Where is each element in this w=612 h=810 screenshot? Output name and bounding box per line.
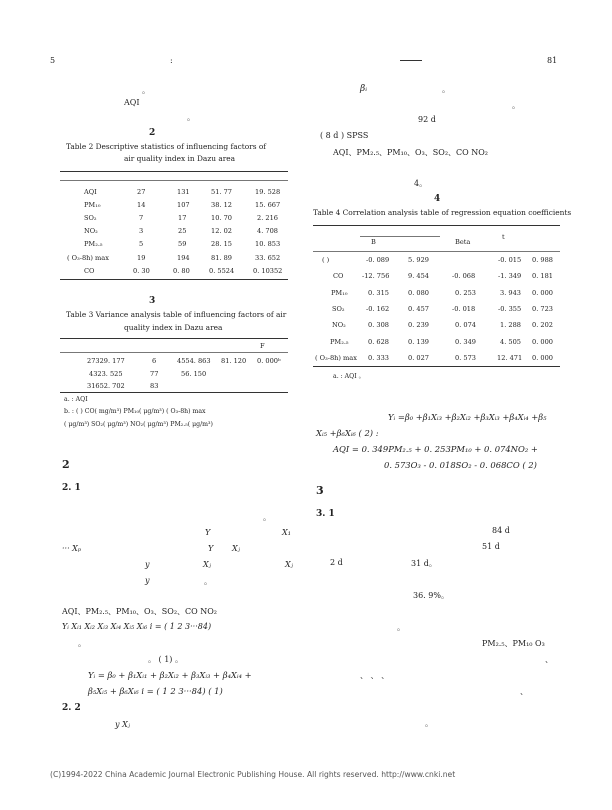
table4-cell: 5. 929 — [408, 256, 429, 264]
table4-cell: 0. 628 — [368, 338, 389, 346]
table2-top-rule — [60, 171, 288, 172]
header-dash — [400, 60, 422, 61]
spss-line: ( 8 d ) SPSS — [320, 131, 369, 140]
table4-header-t: t — [502, 233, 505, 241]
variables-line-2: Yᵢ Xᵢ₁ Xᵢ₂ Xᵢ₃ Xᵢ₄ Xᵢ₅ Xᵢ₆ i = ( 1 2 3···84) — [62, 622, 212, 631]
text-marks-row: 、 、 、 — [360, 671, 390, 680]
table3-note-b: b. : ( ) CO( mg/m³) PM₁₀( μg/m³) ( O₃-8h) max — [64, 408, 206, 415]
table4-cell: ( O₃-8h) max — [315, 354, 357, 362]
var-y: y — [145, 560, 150, 569]
sample-days: 92 d — [418, 115, 436, 124]
table4-mid-rule — [360, 236, 440, 237]
var-X1: X₁ — [282, 528, 291, 537]
table4-cell: 0. 349 — [455, 338, 476, 346]
table3-cell: 83 — [150, 382, 159, 390]
table3-note-c: ( μg/m³) SO₂( μg/m³) NO₂( μg/m³) PM₂.₅( μg/m³) — [64, 421, 213, 428]
table2-cell: 0. 10352 — [253, 267, 283, 275]
text-pollutants: PM₂.₅、PM₁₀ O₃ — [482, 639, 545, 648]
section-2-1-heading: 2. 1 — [62, 483, 81, 493]
table3-cell: 77 — [150, 370, 159, 378]
table4-cell: CO — [333, 272, 344, 280]
table4-header-B: B — [371, 238, 376, 246]
table4-number: 4 — [434, 194, 441, 204]
table2-cell: CO — [84, 267, 95, 275]
table4-header-rule — [313, 251, 560, 252]
table2-cell: SO₂ — [84, 214, 97, 222]
table2-cell: 81. 89 — [211, 254, 232, 262]
var-Y: Y — [205, 528, 211, 537]
text-mark: 、 — [520, 687, 528, 696]
table2-cell: 33. 652 — [255, 254, 281, 262]
table4-cell: 0. 139 — [408, 338, 429, 346]
section-3-1-heading: 3. 1 — [316, 509, 335, 519]
text-mark: 、 — [545, 655, 553, 664]
equation-1-label: 。 ( 1) 。 — [148, 655, 183, 664]
var-Xj3: Xⱼ — [285, 560, 293, 569]
text-days-31: 31 d。 — [411, 559, 437, 568]
table4-cell: 0. 027 — [408, 354, 429, 362]
table4-cell: 0. 333 — [368, 354, 389, 362]
table4-cell: 0. 202 — [532, 321, 553, 329]
equation-1-line1: Yᵢ = β₀ + β₁Xᵢ₁ + β₂Xᵢ₂ + β₃Xᵢ₃ + β₄Xᵢ₄ + — [88, 670, 252, 680]
table2-cell: 15. 667 — [255, 201, 281, 209]
table2-number: 2 — [149, 128, 156, 138]
table4-caption: Table 4 Correlation analysis table of regression equation coefficients — [313, 208, 572, 217]
table4-cell: 4. 505 — [500, 338, 521, 346]
table4-cell: 0. 723 — [532, 305, 553, 313]
text-mark: 。 — [78, 639, 86, 648]
table2-cell: 28. 15 — [211, 240, 232, 248]
table4-cell: -0. 015 — [498, 256, 522, 264]
table4-cell: PM₂.₅ — [330, 338, 349, 346]
table4-cell: 0. 000 — [532, 354, 553, 362]
table3-top-rule — [60, 338, 288, 339]
table2-cell: 19. 528 — [255, 188, 281, 196]
var-Y2: Y — [208, 544, 214, 553]
left-para-mark: 。 — [142, 86, 150, 95]
variables-right: AQI、PM₂.₅、PM₁₀、O₃、SO₂、CO NO₂ — [333, 148, 489, 157]
table2-cell: 12. 02 — [211, 227, 232, 235]
table2-cell: 107 — [177, 201, 190, 209]
table3-cell: 56. 150 — [181, 370, 207, 378]
table2-cell: 27 — [137, 188, 146, 196]
text-days-51: 51 d — [482, 542, 500, 551]
table4-cell: 0. 181 — [532, 272, 553, 280]
table2-cell: 5 — [139, 240, 144, 248]
table4-cell: -0. 089 — [366, 256, 390, 264]
table4-cell: -0. 018 — [452, 305, 476, 313]
table2-cell: 0. 80 — [173, 267, 190, 275]
equation-1-line2: β₅Xᵢ₅ + β₆Xᵢ₆ i = ( 1 2 3···84) ( 1) — [88, 686, 223, 696]
table4-cell: NO₂ — [332, 321, 346, 329]
table2-cell: 51. 77 — [211, 188, 232, 196]
text-mark: 。 — [397, 623, 405, 632]
table3-caption-line2: quality index in Dazu area — [124, 323, 223, 332]
table3-header-rule — [60, 352, 288, 353]
table2-cell: ( O₃-8h) max — [67, 254, 109, 262]
page-number-left: 5 — [50, 56, 56, 65]
page-number-right: 81 — [547, 56, 558, 65]
table3-number: 3 — [149, 296, 156, 306]
header-colon: : — [170, 56, 173, 65]
table4-cell: -12. 756 — [362, 272, 390, 280]
table3-f-header: F — [260, 342, 265, 350]
table3-cell: 4323. 525 — [89, 370, 123, 378]
table4-cell: 0. 239 — [408, 321, 429, 329]
table4-cell: PM₁₀ — [331, 289, 348, 297]
table4-cell: 0. 074 — [455, 321, 476, 329]
table4-bottom-rule — [313, 366, 560, 367]
text-mark: 。 — [204, 577, 212, 586]
table2-cell: 10. 853 — [255, 240, 281, 248]
table2-cell: 194 — [177, 254, 190, 262]
equation-2-line2: Xᵢ₅ +β₆Xᵢ₆ ( 2) : — [316, 428, 379, 438]
text-mark: 。 — [512, 101, 520, 110]
table2-cell: 25 — [178, 227, 187, 235]
table4-header-beta: Beta — [455, 238, 471, 246]
table4-cell: 0. 080 — [408, 289, 429, 297]
table3-cell: 6 — [152, 357, 157, 365]
beta-i: βᵢ — [360, 84, 368, 94]
table4-cell: 0. 308 — [368, 321, 389, 329]
equation-2-line3: AQI = 0. 349PM₂.₅ + 0. 253PM₁₀ + 0. 074NO₂ + — [333, 444, 538, 454]
table2-caption-line1: Table 2 Descriptive statistics of influencing factors of — [66, 142, 267, 151]
table2-cell: 4. 708 — [257, 227, 278, 235]
table2-cell: 3 — [139, 227, 144, 235]
table3-bottom-rule — [60, 392, 288, 393]
table2-cell: 0. 5524 — [209, 267, 235, 275]
text-percent: 36. 9%。 — [413, 591, 449, 600]
table4-cell: 0. 457 — [408, 305, 429, 313]
text-days-84: 84 d — [492, 526, 510, 535]
table2-cell: 59 — [178, 240, 187, 248]
table4-cell: -1. 349 — [498, 272, 522, 280]
table4-cell: 12. 471 — [497, 354, 523, 362]
table2-cell: 2. 216 — [257, 214, 278, 222]
table2-cell: 38. 12 — [211, 201, 232, 209]
section-2-2-text: y Xⱼ — [115, 720, 130, 729]
table3-cell: 81. 120 — [221, 357, 247, 365]
table3-cell: 4554. 863 — [177, 357, 211, 365]
table-ref-4: 4。 — [414, 179, 428, 188]
var-y2: y — [145, 576, 150, 585]
table4-cell: -0. 162 — [366, 305, 390, 313]
table4-top-rule — [313, 225, 560, 226]
table2-cell: 10. 70 — [211, 214, 232, 222]
table4-cell: 0. 315 — [368, 289, 389, 297]
var-Xj: Xⱼ — [232, 544, 240, 553]
section-3-heading: 3 — [316, 484, 324, 497]
table3-cell: 31652. 702 — [87, 382, 125, 390]
table4-cell: 3. 943 — [500, 289, 521, 297]
table2-cell: 19 — [137, 254, 146, 262]
table2-cell: PM₂.₅ — [84, 240, 103, 248]
table2-cell: 17 — [178, 214, 187, 222]
table2-cell: 7 — [139, 214, 144, 222]
table2-cell: 131 — [177, 188, 190, 196]
table3-note-a: a. : AQI — [64, 396, 88, 403]
left-para-mark-2: 。 — [187, 113, 195, 122]
section-2-heading: 2 — [62, 458, 70, 471]
table4-cell: SO₂ — [332, 305, 345, 313]
table4-cell: 0. 253 — [455, 289, 476, 297]
table2-cell: NO₂ — [84, 227, 98, 235]
table4-cell: 0. 000 — [532, 338, 553, 346]
table2-bottom-rule — [60, 279, 288, 280]
table4-cell: -0. 068 — [452, 272, 476, 280]
var-Xp: ··· Xₚ — [62, 544, 82, 553]
text-mark: 。 — [263, 513, 271, 522]
section-2-2-heading: 2. 2 — [62, 703, 81, 713]
table4-cell: 1. 288 — [500, 321, 521, 329]
variables-line: AQI、PM₂.₅、PM₁₀、O₃、SO₂、CO NO₂ — [62, 607, 218, 616]
table3-cell: 27329. 177 — [87, 357, 125, 365]
table2-caption-line2: air quality index in Dazu area — [124, 154, 236, 163]
text-mark: 。 — [425, 719, 433, 728]
table3-cell: 0. 000ᵇ — [257, 357, 281, 365]
table4-cell: 0. 988 — [532, 256, 553, 264]
table2-cell: 14 — [137, 201, 146, 209]
table4-note: a. : AQI 。 — [333, 373, 365, 380]
table3-caption-line1: Table 3 Variance analysis table of influencing factors of air — [66, 310, 287, 319]
table4-cell: 9. 454 — [408, 272, 429, 280]
table4-cell: ( ) — [322, 256, 330, 264]
var-Xj2: Xⱼ — [203, 560, 211, 569]
table4-cell: 0. 000 — [532, 289, 553, 297]
left-aqi-word: AQI — [124, 98, 140, 107]
table2-cell: 0. 30 — [133, 267, 150, 275]
copyright-footer: (C)1994-2022 China Academic Journal Electronic Publishing House. All rights reserved. http://www.cnki.net — [50, 770, 456, 779]
table4-cell: 0. 573 — [455, 354, 476, 362]
table2-cell: PM₁₀ — [84, 201, 101, 209]
text-mark: 。 — [442, 85, 450, 94]
table2-cell: AQI — [84, 188, 97, 196]
table4-cell: -0. 355 — [498, 305, 522, 313]
text-days-2: 2 d — [330, 558, 343, 567]
equation-2-line1: Yᵢ =β₀ +β₁Xᵢ₃ +β₂Xᵢ₂ +β₃Xᵢ₃ +β₄Xᵢ₄ +β₅ — [388, 412, 547, 422]
equation-2-line4: 0. 573O₃ - 0. 018SO₂ - 0. 068CO ( 2) — [384, 460, 537, 470]
table2-header-rule — [60, 180, 288, 181]
